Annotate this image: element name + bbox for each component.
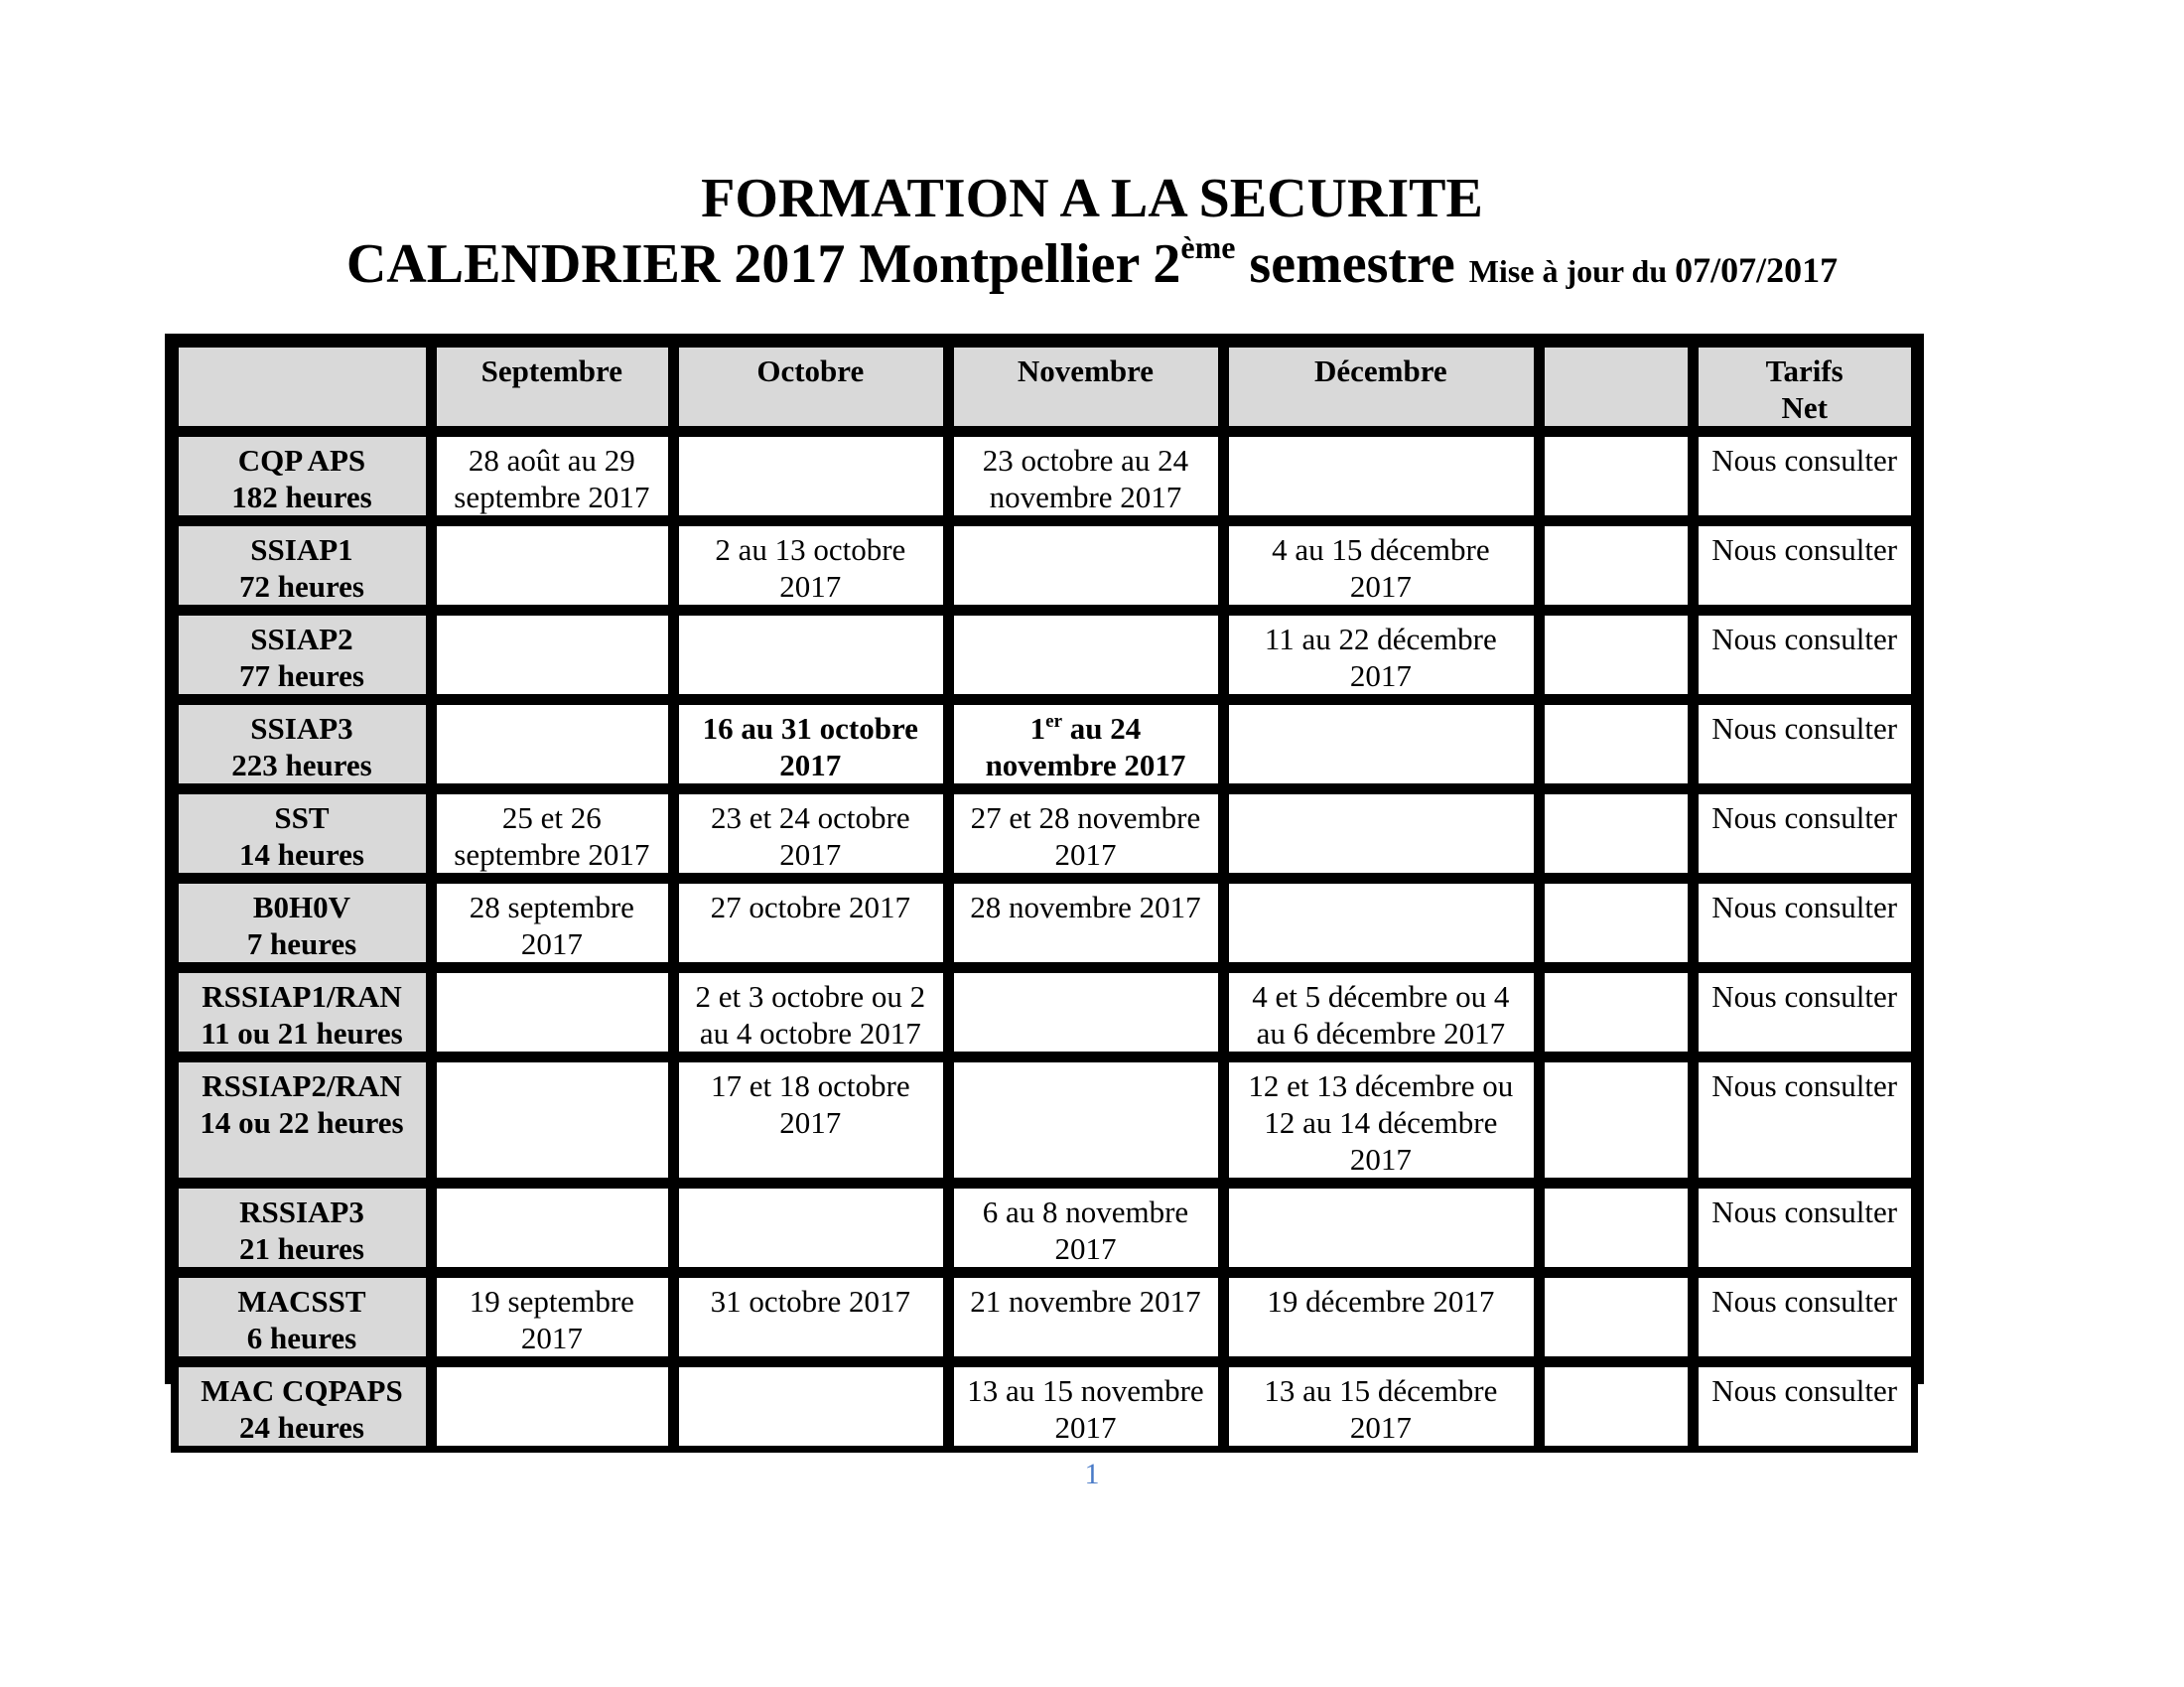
date-cell-oct [675,433,946,518]
date-line: 2017 [1054,1410,1117,1445]
tarif-cell [1695,790,1914,876]
date-cell-sep [433,433,671,518]
course-hours: 223 heures [231,748,372,782]
date-cell-dec [1225,1274,1537,1359]
header-tarifs-label: Tarifs [1765,353,1843,388]
tarif-cell [1695,969,1914,1054]
date-cell-nov [950,1363,1221,1449]
date-line: 19 septembre [469,1284,634,1319]
tarif-text: Nous consulter [1711,1068,1898,1103]
date-line: 17 et 18 octobre [711,1068,910,1103]
date-cell-oct [675,1058,946,1181]
header-cell-septembre: Septembre [433,344,671,429]
date-cell-sep [433,880,671,965]
subtitle-superscript: ème [1180,229,1236,265]
update-date: 07/07/2017 [1675,250,1839,290]
row-label-cell [175,1363,429,1449]
date-line: 12 et 13 décembre ou [1248,1068,1514,1103]
header-cell-empty [175,344,429,429]
date-cell-dec [1225,612,1537,697]
course-name: RSSIAP2/RAN [202,1068,402,1103]
tarif-cell [1695,522,1914,608]
course-name: SST [274,800,330,835]
date-cell-dec [1225,790,1537,876]
row-label-cell [175,612,429,697]
date-cell-sep [433,701,671,786]
course-name: RSSIAP1/RAN [202,979,402,1014]
date-line: 28 novembre 2017 [970,890,1201,924]
date-line: 4 au 15 décembre [1272,532,1490,567]
course-name: SSIAP3 [250,711,353,746]
date-line: 16 au 31 octobre [702,711,918,746]
row-label-cell [175,790,429,876]
header-cell-decembre: Décembre [1225,344,1537,429]
date-line: 23 octobre au 24 [982,443,1189,478]
blank-cell [1541,790,1692,876]
date-line: 28 septembre [469,890,634,924]
table-row [175,433,1914,518]
blank-cell [1541,1363,1692,1449]
row-label-cell [175,1185,429,1270]
date-line [957,710,1214,747]
tarif-text: Nous consulter [1711,622,1898,656]
header-cell-novembre: Novembre [950,344,1221,429]
row-label-cell [175,1274,429,1359]
date-line: 2017 [779,1105,842,1140]
date-line: 2017 [520,1321,583,1355]
date-line: 2017 [1349,658,1412,693]
tarif-cell [1695,1058,1914,1181]
page-number: 1 [1084,1458,1100,1490]
date-cell-sep [433,612,671,697]
date-line: septembre 2017 [454,480,650,514]
date-cell-sep [433,969,671,1054]
tarif-cell [1695,433,1914,518]
course-hours: 77 heures [238,658,364,693]
date-line: 2017 [1054,1231,1117,1266]
course-hours: 21 heures [238,1231,364,1266]
tarif-text: Nous consulter [1711,890,1898,924]
date-cell-oct [675,522,946,608]
date-line: 12 au 14 décembre [1264,1105,1498,1140]
calendar-table-frame [165,334,1924,1445]
course-hours: 14 ou 22 heures [200,1105,404,1140]
date-cell-nov [950,522,1221,608]
date-cell-sep [433,1058,671,1181]
date-cell-nov [950,790,1221,876]
tarif-cell [1695,701,1914,786]
course-hours: 7 heures [246,926,357,961]
date-cell-nov [950,969,1221,1054]
table-row [175,790,1914,876]
date-line: 19 décembre 2017 [1267,1284,1495,1319]
tarif-cell [1695,612,1914,697]
course-name: MAC CQPAPS [201,1373,403,1408]
date-day: 1 [1029,711,1046,746]
date-line: 2 et 3 octobre ou 2 [695,979,926,1014]
header-net-label: Net [1781,390,1828,425]
date-line: 27 et 28 novembre [970,800,1201,835]
date-cell-nov [950,612,1221,697]
course-hours: 6 heures [246,1321,357,1355]
blank-cell [1541,880,1692,965]
table-row [175,701,1914,786]
date-line: 2017 [520,926,583,961]
tarif-cell [1695,1363,1914,1449]
date-cell-nov [950,1274,1221,1359]
tarif-text: Nous consulter [1711,979,1898,1014]
update-label: Mise à jour du [1468,253,1676,289]
blank-cell [1541,969,1692,1054]
update-note [1468,250,1839,290]
date-cell-sep [433,1185,671,1270]
course-name: SSIAP1 [250,532,353,567]
date-line: au 6 décembre 2017 [1256,1016,1506,1051]
date-rest: au 24 [1062,711,1142,746]
course-name: SSIAP2 [250,622,353,656]
blank-cell [1541,1274,1692,1359]
course-hours: 11 ou 21 heures [201,1016,403,1051]
date-cell-dec [1225,1185,1537,1270]
table-row [175,1274,1914,1359]
blank-cell [1541,522,1692,608]
date-line: 2017 [779,837,842,872]
row-label-cell [175,880,429,965]
course-hours: 14 heures [238,837,364,872]
blank-cell [1541,1185,1692,1270]
date-cell-dec [1225,701,1537,786]
table-row [175,880,1914,965]
date-cell-sep [433,522,671,608]
blank-cell [1541,701,1692,786]
date-cell-oct [675,1185,946,1270]
header-cell-tarifs [1695,344,1914,429]
date-line: 28 août au 29 [468,443,635,478]
calendar-table [171,340,1918,1453]
date-line: novembre 2017 [985,748,1186,782]
date-line: 2017 [779,569,842,604]
date-line: 2017 [1349,569,1412,604]
course-hours: 24 heures [238,1410,364,1445]
date-cell-nov [950,701,1221,786]
tarif-text: Nous consulter [1711,1195,1898,1229]
tarif-cell [1695,1185,1914,1270]
header-cell-octobre: Octobre [675,344,946,429]
date-line: 11 au 22 décembre [1264,622,1497,656]
date-cell-oct [675,1363,946,1449]
tarif-cell [1695,1274,1914,1359]
subtitle-text: CALENDRIER 2017 Montpellier 2 [345,233,1181,295]
course-hours: 72 heures [238,569,364,604]
tarif-text: Nous consulter [1711,443,1898,478]
table-row [175,612,1914,697]
date-line: au 4 octobre 2017 [699,1016,921,1051]
row-label-cell [175,522,429,608]
date-line: 13 au 15 novembre [967,1373,1204,1408]
blank-cell [1541,433,1692,518]
date-line: 13 au 15 décembre [1264,1373,1498,1408]
table-row [175,1058,1914,1181]
row-label-cell [175,1058,429,1181]
date-line: 2 au 13 octobre [715,532,906,567]
tarif-text: Nous consulter [1711,532,1898,567]
date-cell-sep [433,1274,671,1359]
table-header-row [175,344,1914,429]
date-line: 2017 [779,748,842,782]
date-cell-sep [433,1363,671,1449]
date-cell-dec [1225,522,1537,608]
date-cell-oct [675,1274,946,1359]
date-cell-dec [1225,969,1537,1054]
date-line: 23 et 24 octobre [711,800,910,835]
date-line: 31 octobre 2017 [710,1284,911,1319]
date-cell-dec [1225,1363,1537,1449]
date-line: 25 et 26 [501,800,602,835]
course-hours: 182 heures [231,480,372,514]
header-cell-blank [1541,344,1692,429]
date-cell-nov [950,880,1221,965]
course-name: CQP APS [237,443,366,478]
date-cell-oct [675,969,946,1054]
row-label-cell [175,969,429,1054]
course-name: B0H0V [252,890,351,924]
date-line: 2017 [1054,837,1117,872]
date-line: 2017 [1349,1142,1412,1177]
date-line: 2017 [1349,1410,1412,1445]
subtitle-semestre: semestre [1235,233,1455,295]
tarif-text: Nous consulter [1711,1284,1898,1319]
table-row [175,1363,1914,1449]
date-line: 27 octobre 2017 [710,890,911,924]
date-cell-dec [1225,1058,1537,1181]
date-cell-oct [675,612,946,697]
table-row [175,969,1914,1054]
table-row [175,522,1914,608]
blank-cell [1541,1058,1692,1181]
document-title: FORMATION A LA SECURITE [701,168,1483,229]
date-cell-dec [1225,880,1537,965]
date-ordinal: er [1045,711,1063,732]
course-name: MACSST [237,1284,366,1319]
date-cell-nov [950,1058,1221,1181]
date-cell-oct [675,790,946,876]
date-cell-oct [675,880,946,965]
tarif-cell [1695,880,1914,965]
document-subtitle [0,230,2184,305]
table-row [175,1185,1914,1270]
date-line: 4 et 5 décembre ou 4 [1252,979,1510,1014]
date-line: novembre 2017 [989,480,1182,514]
row-label-cell [175,433,429,518]
date-line: septembre 2017 [454,837,650,872]
tarif-text: Nous consulter [1711,1373,1898,1408]
date-cell-dec [1225,433,1537,518]
date-line: 6 au 8 novembre [982,1195,1189,1229]
date-line: 21 novembre 2017 [970,1284,1201,1319]
date-cell-nov [950,433,1221,518]
tarif-text: Nous consulter [1711,711,1898,746]
course-name: RSSIAP3 [239,1195,364,1229]
blank-cell [1541,612,1692,697]
date-cell-sep [433,790,671,876]
date-cell-oct [675,701,946,786]
tarif-text: Nous consulter [1711,800,1898,835]
row-label-cell [175,701,429,786]
date-cell-nov [950,1185,1221,1270]
